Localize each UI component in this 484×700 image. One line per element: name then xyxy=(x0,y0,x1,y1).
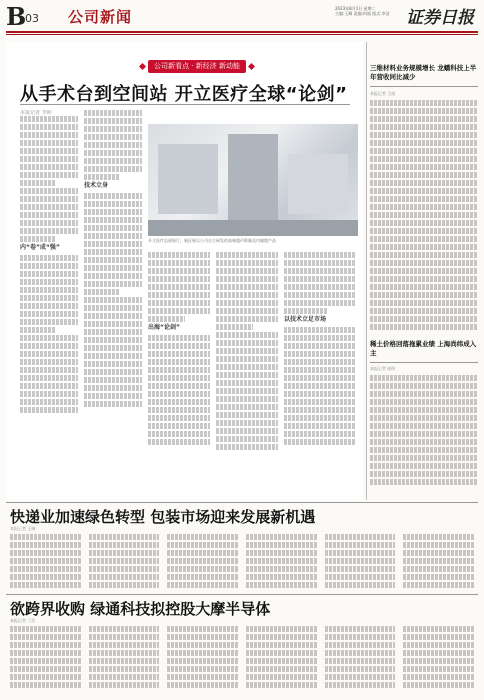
feature-subhead-3: 出海“论剑” xyxy=(148,324,180,331)
sidebar xyxy=(370,42,478,500)
header-rule-thin xyxy=(6,34,478,35)
feature-banner: 公司新看点 · 新经济 新动能 xyxy=(148,60,246,73)
feature-column-2 xyxy=(84,110,142,490)
feature-column-5 xyxy=(284,252,356,492)
section-rule-2 xyxy=(6,594,478,595)
header-rule xyxy=(6,31,478,33)
feature-subhead-1: 内“卷”成“强” xyxy=(20,244,60,251)
bottom-story1-body xyxy=(10,534,474,590)
bottom-story2-title[interactable]: 欲跨界收购 绿通科技拟控股大摩半导体 xyxy=(10,600,271,618)
page-letter: B xyxy=(6,2,27,31)
headline-rule xyxy=(20,104,350,105)
bottom-story1-title[interactable]: 快递业加速绿色转型 包装市场迎来发展新机遇 xyxy=(10,508,316,526)
feature-subhead-4: 以技术立足市场 xyxy=(284,316,327,323)
bottom-story2-byline: 本报记者 丁浩 xyxy=(10,618,36,623)
feature-column-3 xyxy=(148,252,210,492)
photo-caption: 开立医疗总部展厅，展区展示公司自主研发的高端超声影像及内窥镜产品 xyxy=(148,238,276,243)
masthead-logo: 证券日报 xyxy=(406,8,474,28)
bottom-story1-byline: 本报记者 王婉 xyxy=(10,526,36,531)
feature-headline[interactable]: 从手术台到空间站 开立医疗全球“论剑” xyxy=(20,84,348,105)
issue-date: 2023年8月1日 星期二 xyxy=(335,6,376,11)
issue-editors: 主编:王峰 责编:何丽 版式:李洁 xyxy=(335,11,390,16)
column-divider xyxy=(366,42,367,500)
sidebar-story1-title[interactable]: 三维材料业务规模增长 龙蟠科技上半年营收同比减少 xyxy=(370,64,477,81)
bottom-story2-body xyxy=(10,626,474,696)
feature-photo xyxy=(148,124,358,236)
issue-meta xyxy=(335,6,390,16)
sidebar-story1-byline: 本报记者 王丽 xyxy=(370,90,396,96)
page-number: 03 xyxy=(25,12,39,25)
feature-subhead-2: 技术立身 xyxy=(84,182,109,189)
feature-byline: 本报记者 李婷 xyxy=(20,110,52,116)
section-rule-1 xyxy=(6,502,478,503)
section-title: 公司新闻 xyxy=(68,8,133,26)
feature-column-1 xyxy=(20,110,78,490)
sidebar-story2-title[interactable]: 稀土价格回落拖累业绩 上海尚纬成入主 xyxy=(370,339,477,357)
sidebar-story2-byline: 本报记者 曲明 xyxy=(370,366,396,372)
feature-column-4 xyxy=(216,252,278,492)
